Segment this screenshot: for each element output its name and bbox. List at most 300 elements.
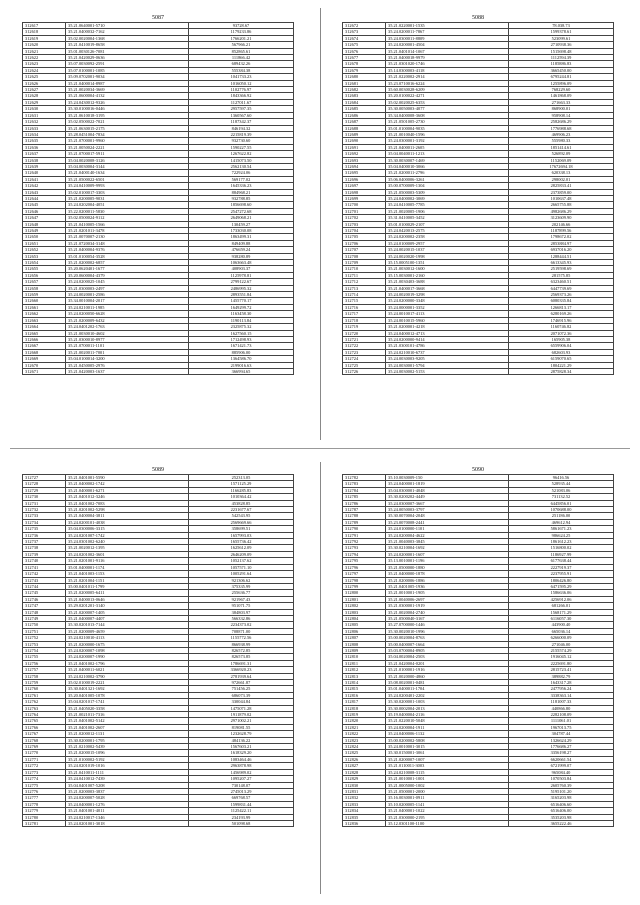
account-code-cell: 35.21.0401001-5590 bbox=[66, 475, 189, 481]
row-id-cell: 312632 bbox=[23, 119, 66, 125]
row-id-cell: 312821 bbox=[343, 724, 386, 730]
account-code-cell: 35.24.0200004-4622 bbox=[386, 532, 509, 538]
row-id-cell: 312664 bbox=[23, 324, 66, 330]
row-id-cell: 312628 bbox=[23, 93, 66, 99]
amount-cell: 1010364.42 bbox=[189, 494, 294, 500]
amount-cell: 1125422.11 bbox=[189, 808, 294, 814]
amount-cell: 2234373.02 bbox=[189, 622, 294, 628]
row-id-cell: 312717 bbox=[343, 311, 386, 317]
account-code-cell: 35.24.0010017-4113 bbox=[386, 311, 509, 317]
account-code-cell: 35.21.0400018-9979 bbox=[386, 55, 509, 61]
amount-cell: 566332.86 bbox=[189, 615, 294, 621]
amount-cell: 1515698.48 bbox=[509, 48, 614, 54]
amount-cell: 689432.26 bbox=[189, 61, 294, 67]
row-id-cell: 312656 bbox=[23, 272, 66, 278]
row-id-cell: 312736 bbox=[23, 532, 66, 538]
account-code-cell: 35.14.0300003-4118 bbox=[386, 67, 509, 73]
account-code-cell: 35.01.0100029-2107 bbox=[386, 221, 509, 227]
amount-cell: 501098.68 bbox=[189, 820, 294, 826]
amount-cell: 2745013.29 bbox=[189, 788, 294, 794]
row-id-cell: 312740 bbox=[23, 558, 66, 564]
amount-cell: 1863499.31 bbox=[189, 234, 294, 240]
account-code-cell: 35.21.0600004-4132 bbox=[66, 93, 189, 99]
account-code-cell: 35.24.0210002-3790 bbox=[66, 673, 189, 679]
account-code-cell: 35.21.0401005-1936 bbox=[386, 583, 509, 589]
row-id-cell: 312643 bbox=[23, 189, 66, 195]
amount-cell: 2155574.29 bbox=[509, 647, 614, 653]
row-id-cell: 312679 bbox=[343, 67, 386, 73]
amount-cell: 1070688.00 bbox=[509, 507, 614, 513]
amount-cell: 1649299.72 bbox=[189, 304, 294, 310]
account-code-cell: 35.24.0100009-2957 bbox=[386, 240, 509, 246]
row-id-cell: 312767 bbox=[23, 731, 66, 737]
amount-cell: 826573.85 bbox=[189, 654, 294, 660]
account-code-cell: 35.24.0410005-7785 bbox=[386, 202, 509, 208]
row-id-cell: 312738 bbox=[23, 545, 66, 551]
account-code-cell: 35.30.0002004-2013 bbox=[386, 705, 509, 711]
amount-cell: 938280.89 bbox=[189, 253, 294, 259]
row-id-cell: 312812 bbox=[343, 667, 386, 673]
amount-cell: 408903.37 bbox=[189, 266, 294, 272]
account-code-cell: 35.21.0400002-1742 bbox=[66, 481, 189, 487]
amount-cell: 1102776.97 bbox=[189, 87, 294, 93]
account-code-cell: 35.21.0401002-7083 bbox=[66, 500, 189, 506]
account-code-cell: 35.21.0100001-1916 bbox=[386, 667, 509, 673]
row-id-cell: 312784 bbox=[343, 487, 386, 493]
amount-cell: 2963878.98 bbox=[189, 763, 294, 769]
row-id-cell: 312714 bbox=[343, 292, 386, 298]
amount-cell: 1360567.60 bbox=[189, 112, 294, 118]
account-code-cell: 35.24.0020019-3298 bbox=[386, 292, 509, 298]
account-code-cell: 35.24.0200401-2202 bbox=[386, 692, 509, 698]
account-code-cell: 35.30.0201013-7144 bbox=[66, 622, 189, 628]
account-code-cell: 35.21.0400011-2605 bbox=[386, 144, 509, 150]
account-code-cell: 35.21.0010001-1905 bbox=[386, 590, 509, 596]
amount-cell: 304787.44 bbox=[509, 731, 614, 737]
row-id-cell: 312720 bbox=[343, 330, 386, 336]
amount-cell: 375335.99 bbox=[189, 583, 294, 589]
amount-cell: 4982686.29 bbox=[509, 208, 614, 214]
amount-cell: 6613345.93 bbox=[509, 260, 614, 266]
amount-cell: 1804221.29 bbox=[509, 362, 614, 368]
amount-cell: 2231677.67 bbox=[189, 507, 294, 513]
amount-cell: 1786691.31 bbox=[189, 660, 294, 666]
row-id-cell: 312660 bbox=[23, 298, 66, 304]
account-code-cell: 35.21.0405020-3358 bbox=[66, 705, 189, 711]
account-code-cell: 35.04.0300006-3315 bbox=[66, 526, 189, 532]
row-id-cell: 312635 bbox=[23, 138, 66, 144]
account-code-cell: 35.20.0401005-1078 bbox=[66, 692, 189, 698]
row-id-cell: 312652 bbox=[23, 247, 66, 253]
amount-cell: 1111061.01 bbox=[509, 718, 614, 724]
account-code-cell: 35.21.0200005-6411 bbox=[66, 590, 189, 596]
amount-cell: 1415073.50 bbox=[189, 157, 294, 163]
account-code-cell: 35.30.0200001-1003 bbox=[386, 699, 509, 705]
account-code-cell: 35.24.0400012-4713 bbox=[386, 330, 509, 336]
account-code-cell: 35.21.0630015-2175 bbox=[66, 125, 189, 131]
row-id-cell: 312637 bbox=[23, 151, 66, 157]
row-id-cell: 312768 bbox=[23, 737, 66, 743]
account-code-cell: 35.12.0301100-1100 bbox=[386, 820, 509, 826]
row-id-cell: 312672 bbox=[343, 23, 386, 29]
account-code-cell: 35.21.0200000-1675 bbox=[66, 641, 189, 647]
amount-cell: 965084.40 bbox=[509, 769, 614, 775]
amount-cell: 1266813.17 bbox=[509, 304, 614, 310]
row-id-cell: 312806 bbox=[343, 628, 386, 634]
amount-cell: 2649068.21 bbox=[189, 215, 294, 221]
amount-cell: 6471595.29 bbox=[509, 583, 614, 589]
row-id-cell: 312655 bbox=[23, 266, 66, 272]
amount-cell: 1187899.56 bbox=[509, 228, 614, 234]
account-code-cell: 35.21.0210002-5439 bbox=[66, 744, 189, 750]
amount-cell: 1083464.46 bbox=[189, 756, 294, 762]
row-id-cell: 312796 bbox=[343, 564, 386, 570]
account-code-cell: 35.21.0200012-1131 bbox=[66, 731, 189, 737]
table-row bbox=[23, 368, 294, 374]
row-id-cell: 312626 bbox=[23, 80, 66, 86]
account-code-cell: 35.24.0200001-4504 bbox=[386, 42, 509, 48]
row-id-cell: 312666 bbox=[23, 336, 66, 342]
amount-cell: 6620661.54 bbox=[509, 756, 614, 762]
amount-cell: 2799122.67 bbox=[189, 279, 294, 285]
account-code-cell: 35.21.0070007-2130 bbox=[66, 234, 189, 240]
row-id-cell: 312773 bbox=[23, 769, 66, 775]
row-id-cell: 312712 bbox=[343, 279, 386, 285]
account-code-cell: 35.24.0050003-3797 bbox=[386, 507, 509, 513]
account-code-cell: 35.24.0200007-1990 bbox=[66, 654, 189, 660]
row-id-cell: 312694 bbox=[343, 163, 386, 169]
amount-cell: 202146.66 bbox=[509, 221, 614, 227]
amount-cell: 1967013.75 bbox=[509, 724, 614, 730]
amount-cell: 6177638.44 bbox=[509, 558, 614, 564]
account-code-cell: 35.24.0210008-3115 bbox=[386, 769, 509, 775]
row-id-cell: 312794 bbox=[343, 551, 386, 557]
row-id-cell: 312671 bbox=[23, 368, 66, 374]
row-id-cell: 312689 bbox=[343, 131, 386, 137]
amount-cell: 255636.77 bbox=[189, 590, 294, 596]
amount-cell: 366994.65 bbox=[189, 368, 294, 374]
amount-cell: 1190113.84 bbox=[189, 317, 294, 323]
account-code-cell: 35.06.0400006-3261 bbox=[386, 176, 509, 182]
amount-cell: 1861612.23 bbox=[509, 539, 614, 545]
amount-cell: 484136.22 bbox=[189, 737, 294, 743]
account-code-cell: 35.24.0200007-1098 bbox=[66, 647, 189, 653]
account-code-cell: 35.21.0220001-1535 bbox=[386, 23, 509, 29]
row-id-cell: 312651 bbox=[23, 240, 66, 246]
ledger-table bbox=[342, 22, 614, 375]
account-code-cell: 35.21.0400013-0646 bbox=[66, 596, 189, 602]
account-code-cell: 35.07.0100001-1085 bbox=[66, 67, 189, 73]
row-id-cell: 312695 bbox=[343, 170, 386, 176]
row-id-cell: 312725 bbox=[343, 362, 386, 368]
amount-cell: 932788.85 bbox=[189, 195, 294, 201]
account-code-cell: 35.24.0200000-3348 bbox=[386, 298, 509, 304]
account-code-cell: 35.09.0702001-9034 bbox=[66, 74, 189, 80]
row-id-cell: 312822 bbox=[343, 731, 386, 737]
account-code-cell: 35.21.0640001-5710 bbox=[66, 23, 189, 29]
account-code-cell: 35.60.0030028-6209 bbox=[386, 87, 509, 93]
amount-cell: 2373859.00 bbox=[509, 189, 614, 195]
account-code-cell: 35.24.0010015-5960 bbox=[386, 317, 509, 323]
row-id-cell: 312653 bbox=[23, 253, 66, 259]
account-code-cell: 35.24.0200050-6628 bbox=[66, 311, 189, 317]
row-id-cell: 312676 bbox=[343, 48, 386, 54]
account-code-cell: 35.20.0620401-1677 bbox=[66, 266, 189, 272]
account-code-cell: 35.21.0400004-3811 bbox=[66, 513, 189, 519]
account-code-cell: 35.21.0030012-1600 bbox=[386, 266, 509, 272]
row-id-cell: 312630 bbox=[23, 106, 66, 112]
amount-cell: 826572.85 bbox=[189, 647, 294, 653]
account-code-cell: 35.21.0400014-8987 bbox=[66, 80, 189, 86]
amount-cell: 567966.21 bbox=[189, 42, 294, 48]
account-code-cell: 35.21.0020034-3669 bbox=[66, 87, 189, 93]
row-id-cell: 312715 bbox=[343, 298, 386, 304]
amount-cell: 921967.43 bbox=[189, 596, 294, 602]
account-code-cell: 35.04.0020004-2503 bbox=[386, 654, 509, 660]
account-code-cell: 35.00.0020004-8763 bbox=[386, 635, 509, 641]
account-code-cell: 35.21.0030010-4602 bbox=[66, 330, 189, 336]
amount-cell: 1586636.06 bbox=[509, 590, 614, 596]
row-id-cell: 312756 bbox=[23, 660, 66, 666]
amount-cell: 2199016.63 bbox=[189, 362, 294, 368]
row-id-cell: 312792 bbox=[343, 539, 386, 545]
account-code-cell: 35.30.0100016-0446 bbox=[66, 106, 189, 112]
account-code-cell: 35.02.0020004-1368 bbox=[66, 35, 189, 41]
account-code-cell: 35.04.0400010-3066 bbox=[386, 163, 509, 169]
row-id-cell: 312682 bbox=[343, 87, 386, 93]
row-id-cell: 312798 bbox=[343, 577, 386, 583]
account-code-cell: 35.21.0200001-4218 bbox=[386, 324, 509, 330]
account-code-cell: 35.21.0040006-2697 bbox=[386, 596, 509, 602]
row-id-cell: 312788 bbox=[343, 513, 386, 519]
account-code-cell: 35.24.0410009-9993 bbox=[66, 183, 189, 189]
amount-cell: 234193.99 bbox=[189, 814, 294, 820]
row-id-cell: 312674 bbox=[343, 35, 386, 41]
account-code-cell: 35.21.0400001-1022 bbox=[386, 808, 509, 814]
row-id-cell: 312735 bbox=[23, 526, 66, 532]
account-code-cell: 35.24.0010001-3015 bbox=[386, 744, 509, 750]
row-id-cell: 312658 bbox=[23, 285, 66, 291]
account-code-cell: 35.24.0430012-9326 bbox=[66, 99, 189, 105]
account-code-cell: 35.21.0300000-2195 bbox=[386, 814, 509, 820]
account-code-cell: 35.21.0200002-6857 bbox=[66, 260, 189, 266]
account-code-cell: 35.24.0210011-1985 bbox=[66, 304, 189, 310]
amount-cell: 6937016.20 bbox=[509, 247, 614, 253]
row-id-cell: 312692 bbox=[343, 151, 386, 157]
row-id-cell: 312786 bbox=[343, 500, 386, 506]
amount-cell: 1010637.48 bbox=[509, 195, 614, 201]
amount-cell: 2486995.32 bbox=[189, 285, 294, 291]
amount-cell: 528935.44 bbox=[509, 481, 614, 487]
row-id-cell: 312648 bbox=[23, 221, 66, 227]
row-id-cell: 312713 bbox=[343, 285, 386, 291]
row-id-cell: 312722 bbox=[343, 343, 386, 349]
row-id-cell: 312661 bbox=[23, 304, 66, 310]
amount-cell: 2477956.24 bbox=[509, 686, 614, 692]
amount-cell: 17672694.18 bbox=[509, 163, 614, 169]
amount-cell: 1911879.02 bbox=[189, 712, 294, 718]
amount-cell: 2875828.34 bbox=[509, 368, 614, 374]
page-section-2 bbox=[342, 14, 614, 375]
amount-cell: 2893551.84 bbox=[189, 292, 294, 298]
account-code-cell: 35.24.0400001-1276 bbox=[66, 801, 189, 807]
account-code-cell: 35.02.0100019-2221 bbox=[66, 680, 189, 686]
amount-cell: 1267622.82 bbox=[189, 151, 294, 157]
amount-cell: 130459.27 bbox=[189, 221, 294, 227]
account-code-cell: 35.21.0410011-1111 bbox=[66, 769, 189, 775]
row-id-cell: 312633 bbox=[23, 125, 66, 131]
account-code-cell: 35.21.0010001-1001 bbox=[386, 776, 509, 782]
row-id-cell: 312833 bbox=[343, 801, 386, 807]
row-id-cell: 312779 bbox=[23, 808, 66, 814]
row-id-cell: 312809 bbox=[343, 647, 386, 653]
account-code-cell: 35.30.0150001-3061 bbox=[386, 750, 509, 756]
row-id-cell: 312701 bbox=[343, 208, 386, 214]
account-code-cell: 35.24.0030001-5794 bbox=[386, 362, 509, 368]
amount-cell: 469612.94 bbox=[509, 519, 614, 525]
row-id-cell: 312668 bbox=[23, 349, 66, 355]
account-code-cell: 35.21.0200007-1405 bbox=[66, 609, 189, 615]
amount-cell: 251186.00 bbox=[509, 513, 614, 519]
row-id-cell: 312718 bbox=[343, 317, 386, 323]
account-code-cell: 35.24.0202004-4051 bbox=[66, 202, 189, 208]
amount-cell: 271663.33 bbox=[509, 99, 614, 105]
amount-cell: 1185886.83 bbox=[509, 61, 614, 67]
account-code-cell: 35.21.0400001-6271 bbox=[66, 487, 189, 493]
amount-cell: 6516406.00 bbox=[509, 808, 614, 814]
account-code-cell: 35.02.0020025-6353 bbox=[386, 99, 509, 105]
account-code-cell: 35.21.0500003-5309 bbox=[386, 189, 509, 195]
amount-cell: 542543.95 bbox=[189, 513, 294, 519]
row-id-cell: 312790 bbox=[343, 526, 386, 532]
amount-cell: 819081.55 bbox=[189, 724, 294, 730]
amount-cell: 1851414.61 bbox=[509, 144, 614, 150]
amount-cell: 1655736.42 bbox=[189, 539, 294, 545]
account-code-cell: 35.04.0040011-1213 bbox=[386, 151, 509, 157]
account-code-cell: 35.24.0201019-1016 bbox=[66, 763, 189, 769]
row-id-cell: 312711 bbox=[343, 272, 386, 278]
account-code-cell: 35.21.0400007-4407 bbox=[66, 615, 189, 621]
account-code-cell: 35.24.0400001-1819 bbox=[386, 481, 509, 487]
row-id-cell: 312696 bbox=[343, 176, 386, 182]
account-code-cell: 35.21.0020012-1395 bbox=[66, 545, 189, 551]
row-id-cell: 312684 bbox=[343, 99, 386, 105]
row-id-cell: 312753 bbox=[23, 641, 66, 647]
account-code-cell: 35.30.0020010-1996 bbox=[386, 628, 509, 634]
row-id-cell: 312737 bbox=[23, 539, 66, 545]
row-id-cell: 312724 bbox=[343, 356, 386, 362]
amount-cell: 3338363.14 bbox=[509, 692, 614, 698]
amount-cell: 1112594.39 bbox=[509, 55, 614, 61]
row-id-cell: 312624 bbox=[23, 67, 66, 73]
row-id-cell: 312619 bbox=[23, 35, 66, 41]
amount-cell: 3123609.90 bbox=[509, 215, 614, 221]
amount-cell: 2225691.80 bbox=[509, 660, 614, 666]
table-row bbox=[343, 368, 614, 374]
amount-cell: 6280169.26 bbox=[509, 311, 614, 317]
row-id-cell: 312716 bbox=[343, 304, 386, 310]
amount-cell: 2710938.36 bbox=[509, 42, 614, 48]
account-code-cell: 35.21.0200015-1096 bbox=[66, 750, 189, 756]
amount-cell: 1766201.21 bbox=[189, 35, 294, 41]
account-code-cell: 35.24.0210010-6737 bbox=[386, 349, 509, 355]
account-code-cell: 35.01.0100054-3528 bbox=[66, 253, 189, 259]
amount-cell: 1461868.09 bbox=[509, 93, 614, 99]
amount-cell: 1627560.15 bbox=[189, 330, 294, 336]
row-id-cell: 312781 bbox=[23, 820, 66, 826]
account-code-cell: 35.02.0500022-7021 bbox=[66, 119, 189, 125]
row-id-cell: 312645 bbox=[23, 202, 66, 208]
account-code-cell: 35.24.0201007-1742 bbox=[66, 532, 189, 538]
amount-cell: 1746915.96 bbox=[509, 317, 614, 323]
account-code-cell: 35.24.0300011-8809 bbox=[386, 35, 509, 41]
account-code-cell: 35.20.0600004-4379 bbox=[66, 272, 189, 278]
amount-cell: 2815723.41 bbox=[509, 667, 614, 673]
row-id-cell: 312691 bbox=[343, 144, 386, 150]
account-code-cell: 35.21.0500001-2000 bbox=[386, 788, 509, 794]
amount-cell: 1125978.81 bbox=[189, 272, 294, 278]
account-code-cell: 35.21.0410005-1566 bbox=[66, 221, 189, 227]
row-id-cell: 312636 bbox=[23, 144, 66, 150]
account-code-cell: 35.22.0200011-5830 bbox=[66, 208, 189, 214]
account-code-cell: 35.21.0301020-1746 bbox=[386, 61, 509, 67]
account-code-cell: 35.21.0420029-0636 bbox=[66, 55, 189, 61]
amount-cell: 1590227.55 bbox=[189, 144, 294, 150]
amount-cell: 1186927.99 bbox=[509, 551, 614, 557]
row-id-cell: 312733 bbox=[23, 513, 66, 519]
account-code-cell: 35.24.0401202-1763 bbox=[66, 324, 189, 330]
amount-cell: 1856698.60 bbox=[189, 202, 294, 208]
amount-cell: 1160746.82 bbox=[509, 324, 614, 330]
account-code-cell: 35.21.0401003-1153 bbox=[66, 571, 189, 577]
account-code-cell: 35.30.0200001-1795 bbox=[66, 737, 189, 743]
account-code-cell: 35.30.0030007-1469 bbox=[386, 157, 509, 163]
amount-cell: 972661.87 bbox=[189, 680, 294, 686]
account-code-cell: 35.21.0100002-5192 bbox=[66, 756, 189, 762]
row-id-cell: 312723 bbox=[343, 349, 386, 355]
account-code-cell: 35.21.0410019-8658 bbox=[66, 42, 189, 48]
amount-cell: 453828.85 bbox=[189, 500, 294, 506]
amount-cell: 958908.14 bbox=[509, 112, 614, 118]
amount-cell: 330044.84 bbox=[189, 699, 294, 705]
row-id-cell: 312802 bbox=[343, 603, 386, 609]
row-id-cell: 312657 bbox=[23, 279, 66, 285]
row-id-cell: 312706 bbox=[343, 240, 386, 246]
row-id-cell: 312697 bbox=[343, 183, 386, 189]
account-code-cell: 35.21.0201002-5298 bbox=[66, 507, 189, 513]
row-id-cell: 312776 bbox=[23, 788, 66, 794]
row-id-cell: 312662 bbox=[23, 311, 66, 317]
row-id-cell: 312816 bbox=[343, 692, 386, 698]
account-code-cell: 35.24.0201002-3601 bbox=[66, 551, 189, 557]
row-id-cell: 312690 bbox=[343, 138, 386, 144]
amount-cell: 78.038.73 bbox=[509, 23, 614, 29]
amount-cell: 1916045.12 bbox=[509, 654, 614, 660]
amount-cell: 768229.60 bbox=[509, 87, 614, 93]
amount-cell: 1455770.17 bbox=[189, 298, 294, 304]
row-id-cell: 312814 bbox=[343, 680, 386, 686]
amount-cell: 2519598.69 bbox=[509, 266, 614, 272]
row-id-cell: 312777 bbox=[23, 795, 66, 801]
amount-cell: 521083.06 bbox=[509, 487, 614, 493]
amount-cell: 1052137.62 bbox=[189, 558, 294, 564]
amount-cell: 6445856.01 bbox=[509, 500, 614, 506]
account-code-cell: 35.24.0200000-9414 bbox=[386, 336, 509, 342]
row-id-cell: 312727 bbox=[23, 475, 66, 481]
row-id-cell: 312726 bbox=[343, 368, 386, 374]
row-id-cell: 312644 bbox=[23, 195, 66, 201]
account-code-cell: 35.21.0200003-3837 bbox=[66, 788, 189, 794]
